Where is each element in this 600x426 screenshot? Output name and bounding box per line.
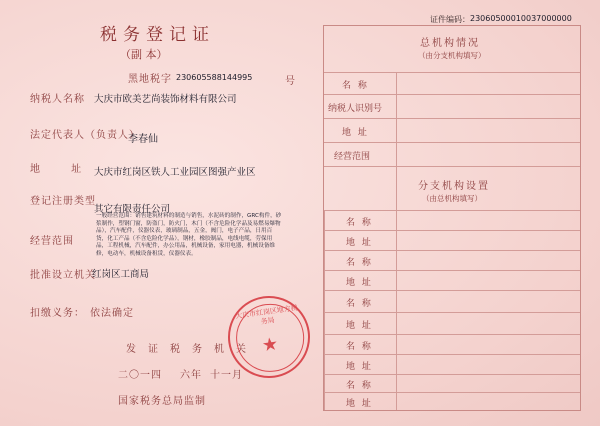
hq-section-title: 总机构情况 bbox=[420, 38, 480, 49]
table-row bbox=[324, 250, 580, 271]
tax-number-label: 黑地税字 bbox=[128, 74, 172, 85]
branch-info-table bbox=[323, 25, 581, 411]
branch-section-title: 分支机构设置 bbox=[418, 181, 490, 192]
serial-label: 证件编码： bbox=[430, 15, 470, 24]
printer-label: 国家税务总局监制 bbox=[118, 396, 206, 407]
branch-4-name-label: 名 称 bbox=[346, 342, 373, 352]
hq-scope-label: 经营范围 bbox=[334, 152, 371, 162]
table-row bbox=[324, 72, 580, 95]
table-row bbox=[324, 210, 580, 231]
branch-2-address-label: 地 址 bbox=[346, 278, 373, 288]
address-label: 地 址 bbox=[30, 164, 96, 175]
table-row bbox=[324, 354, 580, 375]
branch-1-name-label: 名 称 bbox=[346, 218, 373, 228]
certificate-title: 税务登记证 bbox=[100, 25, 215, 45]
branch-1-address-label: 地 址 bbox=[346, 238, 373, 248]
taxpayer-name-value: 大庆市欧美艺尚装饰材料有限公司 bbox=[94, 94, 237, 105]
branch-2-name-label: 名 称 bbox=[346, 258, 373, 268]
scope-value: 一般经营范围：销售建筑材料的制造与销售，水泥砖的制作，GRC构件，砂浆制作，塑钢门窗，防盗门，防火门，木门（不含危险化学品及易燃易爆物品），汽车配件，仪器仪表，玻璃制品，五金，阀门，电子产品，日用百货，化工产品（不含危险化学品），钢材，橡胶制品，电线电缆，劳保用品，工程机械，汽车配件，办公用品，机械设备，家用电器，机械设备维修，电动车，机械设备租赁，仪器仪表。 bbox=[96, 213, 282, 257]
branch-5-name-label: 名 称 bbox=[346, 381, 373, 391]
table-row bbox=[324, 312, 580, 335]
branch-4-address-label: 地 址 bbox=[346, 362, 373, 372]
scope-label: 经营范围 bbox=[30, 236, 74, 247]
hq-section-subtitle: （由分支机构填写） bbox=[418, 51, 486, 60]
branch-section-subtitle: （由总机构填写） bbox=[422, 194, 482, 203]
issue-date-day: 十一月 bbox=[210, 370, 243, 381]
certificate-subtitle: （副 本） bbox=[120, 48, 168, 61]
branch-5-address-label: 地 址 bbox=[346, 399, 373, 409]
table-row bbox=[324, 392, 580, 411]
branch-3-name-label: 名 称 bbox=[346, 299, 373, 309]
table-row bbox=[324, 230, 580, 251]
approval-value: 红岗区工商局 bbox=[92, 269, 150, 280]
issue-date-year: 二〇一四 bbox=[118, 370, 162, 381]
tax-number-value: 230605588144995 bbox=[176, 73, 253, 82]
approval-label: 批准设立机关 bbox=[30, 270, 96, 281]
table-row bbox=[324, 374, 580, 393]
issuer-label: 发证税务机关 bbox=[126, 344, 258, 355]
hq-taxid-label: 纳税人识别号 bbox=[328, 104, 383, 114]
table-row bbox=[324, 94, 580, 119]
table-row bbox=[324, 142, 580, 167]
seal-text: 大庆市红岗区地方税务局 bbox=[234, 303, 299, 326]
taxpayer-name-label: 纳税人名称 bbox=[30, 94, 85, 105]
hq-name-label: 名 称 bbox=[342, 81, 369, 91]
legal-rep-value: 李春仙 bbox=[128, 134, 158, 145]
table-row bbox=[324, 290, 580, 313]
branch-header-row bbox=[324, 166, 580, 211]
table-row bbox=[324, 270, 580, 291]
reg-type-value: 其它有限责任公司 bbox=[94, 204, 171, 215]
table-row bbox=[324, 334, 580, 355]
issue-date-month: 六年 bbox=[180, 370, 202, 381]
legal-rep-label: 法定代表人（负责人） bbox=[30, 130, 140, 141]
obligation-value: 依法确定 bbox=[90, 308, 134, 319]
hq-address-label: 地 址 bbox=[342, 128, 369, 138]
obligation-label: 扣缴义务： bbox=[30, 308, 85, 319]
tax-number-suffix: 号 bbox=[285, 76, 296, 87]
reg-type-label: 登记注册类型 bbox=[30, 196, 96, 207]
seal-star-icon: ★ bbox=[260, 333, 280, 357]
branch-3-address-label: 地 址 bbox=[346, 321, 373, 331]
table-row bbox=[324, 118, 580, 143]
address-value: 大庆市红岗区铁人工业园区图强产业区 bbox=[94, 167, 256, 178]
serial-value: 23060500010037000000 bbox=[470, 14, 572, 23]
